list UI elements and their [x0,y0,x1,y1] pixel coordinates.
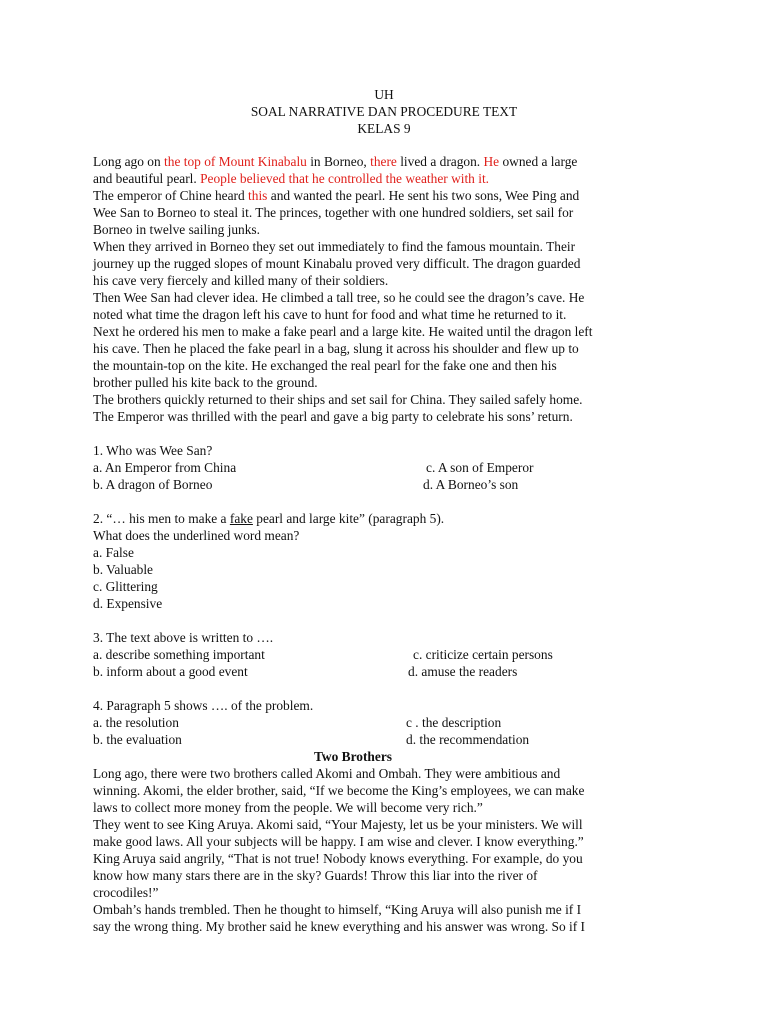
text-line: The brothers quickly returned to their ships and set sail for China. They sailed safely home. [93,392,583,407]
option-b: b. Valuable [93,562,153,577]
text-line: winning. Akomi, the elder brother, said, “If we become the King’s employees, we can make [93,783,585,798]
text-line: crocodiles!” [93,885,159,900]
text-line: say the wrong thing. My brother said he knew everything and his answer was wrong. So if I [93,919,586,934]
option-d: d. Expensive [93,596,163,611]
text-line: the mountain-top on the kite. He exchanged the real pearl for the fake one and then his [93,358,557,373]
option-c: c . the description [406,715,502,730]
question-4 [93,697,683,748]
option-a: a. An Emperor from China [93,460,237,475]
question-text: 3. The text above is written to …. [93,630,274,645]
options-row [93,663,683,680]
text-line: They went to see King Aruya. Akomi said, “Your Majesty, let us be your ministers. We will [93,817,583,832]
options-row [93,459,683,476]
option-c: c. criticize certain persons [413,647,553,662]
text-span: owned a large [499,154,578,169]
option-a: a. False [93,545,134,560]
option-d: d. the recommendation [406,732,530,747]
text-line: When they arrived in Borneo they set out immediately to find the famous mountain. Their [93,239,576,254]
text-span: in Borneo, [306,154,371,169]
option-b: b. A dragon of Borneo [93,477,213,492]
highlight-red: He [483,154,500,169]
spacer [93,493,683,510]
text-span: The emperor of Chine heard [93,188,249,203]
options-row [93,714,683,731]
question-text: 1. Who was Wee San? [93,443,213,458]
question-text: 4. Paragraph 5 shows …. of the problem. [93,698,314,713]
document-body [93,153,683,935]
question-3 [93,629,683,680]
options-row [93,646,683,663]
option-c: c. A son of Emperor [426,460,534,475]
option-b: b. the evaluation [93,732,182,747]
text-line: Wee San to Borneo to steal it. The princes, together with one hundred soldiers, set sail for [93,205,574,220]
options-row [93,731,683,748]
text-span: Long ago on [93,154,165,169]
text-line: laws to collect more money from the people. We will become very rich.” [93,800,483,815]
option-b: b. inform about a good event [93,664,248,679]
underlined-word: fake [229,511,253,526]
text-span: pearl and large kite” (paragraph 5). [252,511,445,526]
text-line: Next he ordered his men to make a fake pearl and a large kite. He waited until the dragon left [93,324,593,339]
text-line: Long ago, there were two brothers called Akomi and Ombah. They were ambitious and [93,766,561,781]
text-span: 2. “… his men to make a [93,511,230,526]
spacer [93,612,683,629]
highlight-red: there [370,154,397,169]
story-dragon-pearl [93,153,683,425]
question-2 [93,510,683,612]
options-row [93,476,683,493]
highlight-red: the top of Mount Kinabalu [164,154,307,169]
text-line: his cave. Then he placed the fake pearl in a bag, slung it across his shoulder and flew up to [93,341,579,356]
option-a: a. the resolution [93,715,179,730]
option-c: c. Glittering [93,579,158,594]
text-line: noted what time the dragon left his cave to hunt for food and what time he returned to it. [93,307,567,322]
question-text [93,510,683,527]
option-d: d. amuse the readers [408,664,518,679]
question-text: What does the underlined word mean? [93,528,300,543]
story-title: Two Brothers [314,749,392,764]
highlight-red: this [248,188,268,203]
question-1 [93,442,683,493]
header-line-3: KELAS 9 [357,121,411,136]
text-line: Ombah’s hands trembled. Then he thought to himself, “King Aruya will also punish me if I [93,902,582,917]
option-d: d. A Borneo’s son [423,477,519,492]
text-line: The Emperor was thrilled with the pearl and gave a big party to celebrate his sons’ return. [93,409,573,424]
option-a: a. describe something important [93,647,265,662]
spacer [93,425,683,442]
text-line: Borneo in twelve sailing junks. [93,222,260,237]
text-line: brother pulled his kite back to the ground. [93,375,318,390]
text-span: and wanted the pearl. He sent his two sons, Wee Ping and [267,188,580,203]
text-line: Then Wee San had clever idea. He climbed a tall tree, so he could see the dragon’s cave. He [93,290,585,305]
highlight-red: People believed that he controlled the weather with it. [200,171,490,186]
text-line: his cave very fiercely and killed many of their soldiers. [93,273,389,288]
text-line: King Aruya said angrily, “That is not true! Nobody knows everything. For example, do you [93,851,583,866]
text-line [93,170,683,187]
text-line: journey up the rugged slopes of mount Kinabalu proved very difficult. The dragon guarded [93,256,581,271]
text-line [93,153,683,170]
header-line-2: SOAL NARRATIVE DAN PROCEDURE TEXT [250,104,518,119]
header-line-1: UH [374,87,394,102]
text-line: know how many stars there are in the sky? Guards! Throw this liar into the river of [93,868,538,883]
text-span: lived a dragon. [396,154,484,169]
spacer [93,680,683,697]
text-line [93,187,683,204]
story-two-brothers [93,748,683,935]
text-span: and beautiful pearl. [93,171,201,186]
text-line: make good laws. All your subjects will be happy. I am wise and clever. I know everything.” [93,834,584,849]
